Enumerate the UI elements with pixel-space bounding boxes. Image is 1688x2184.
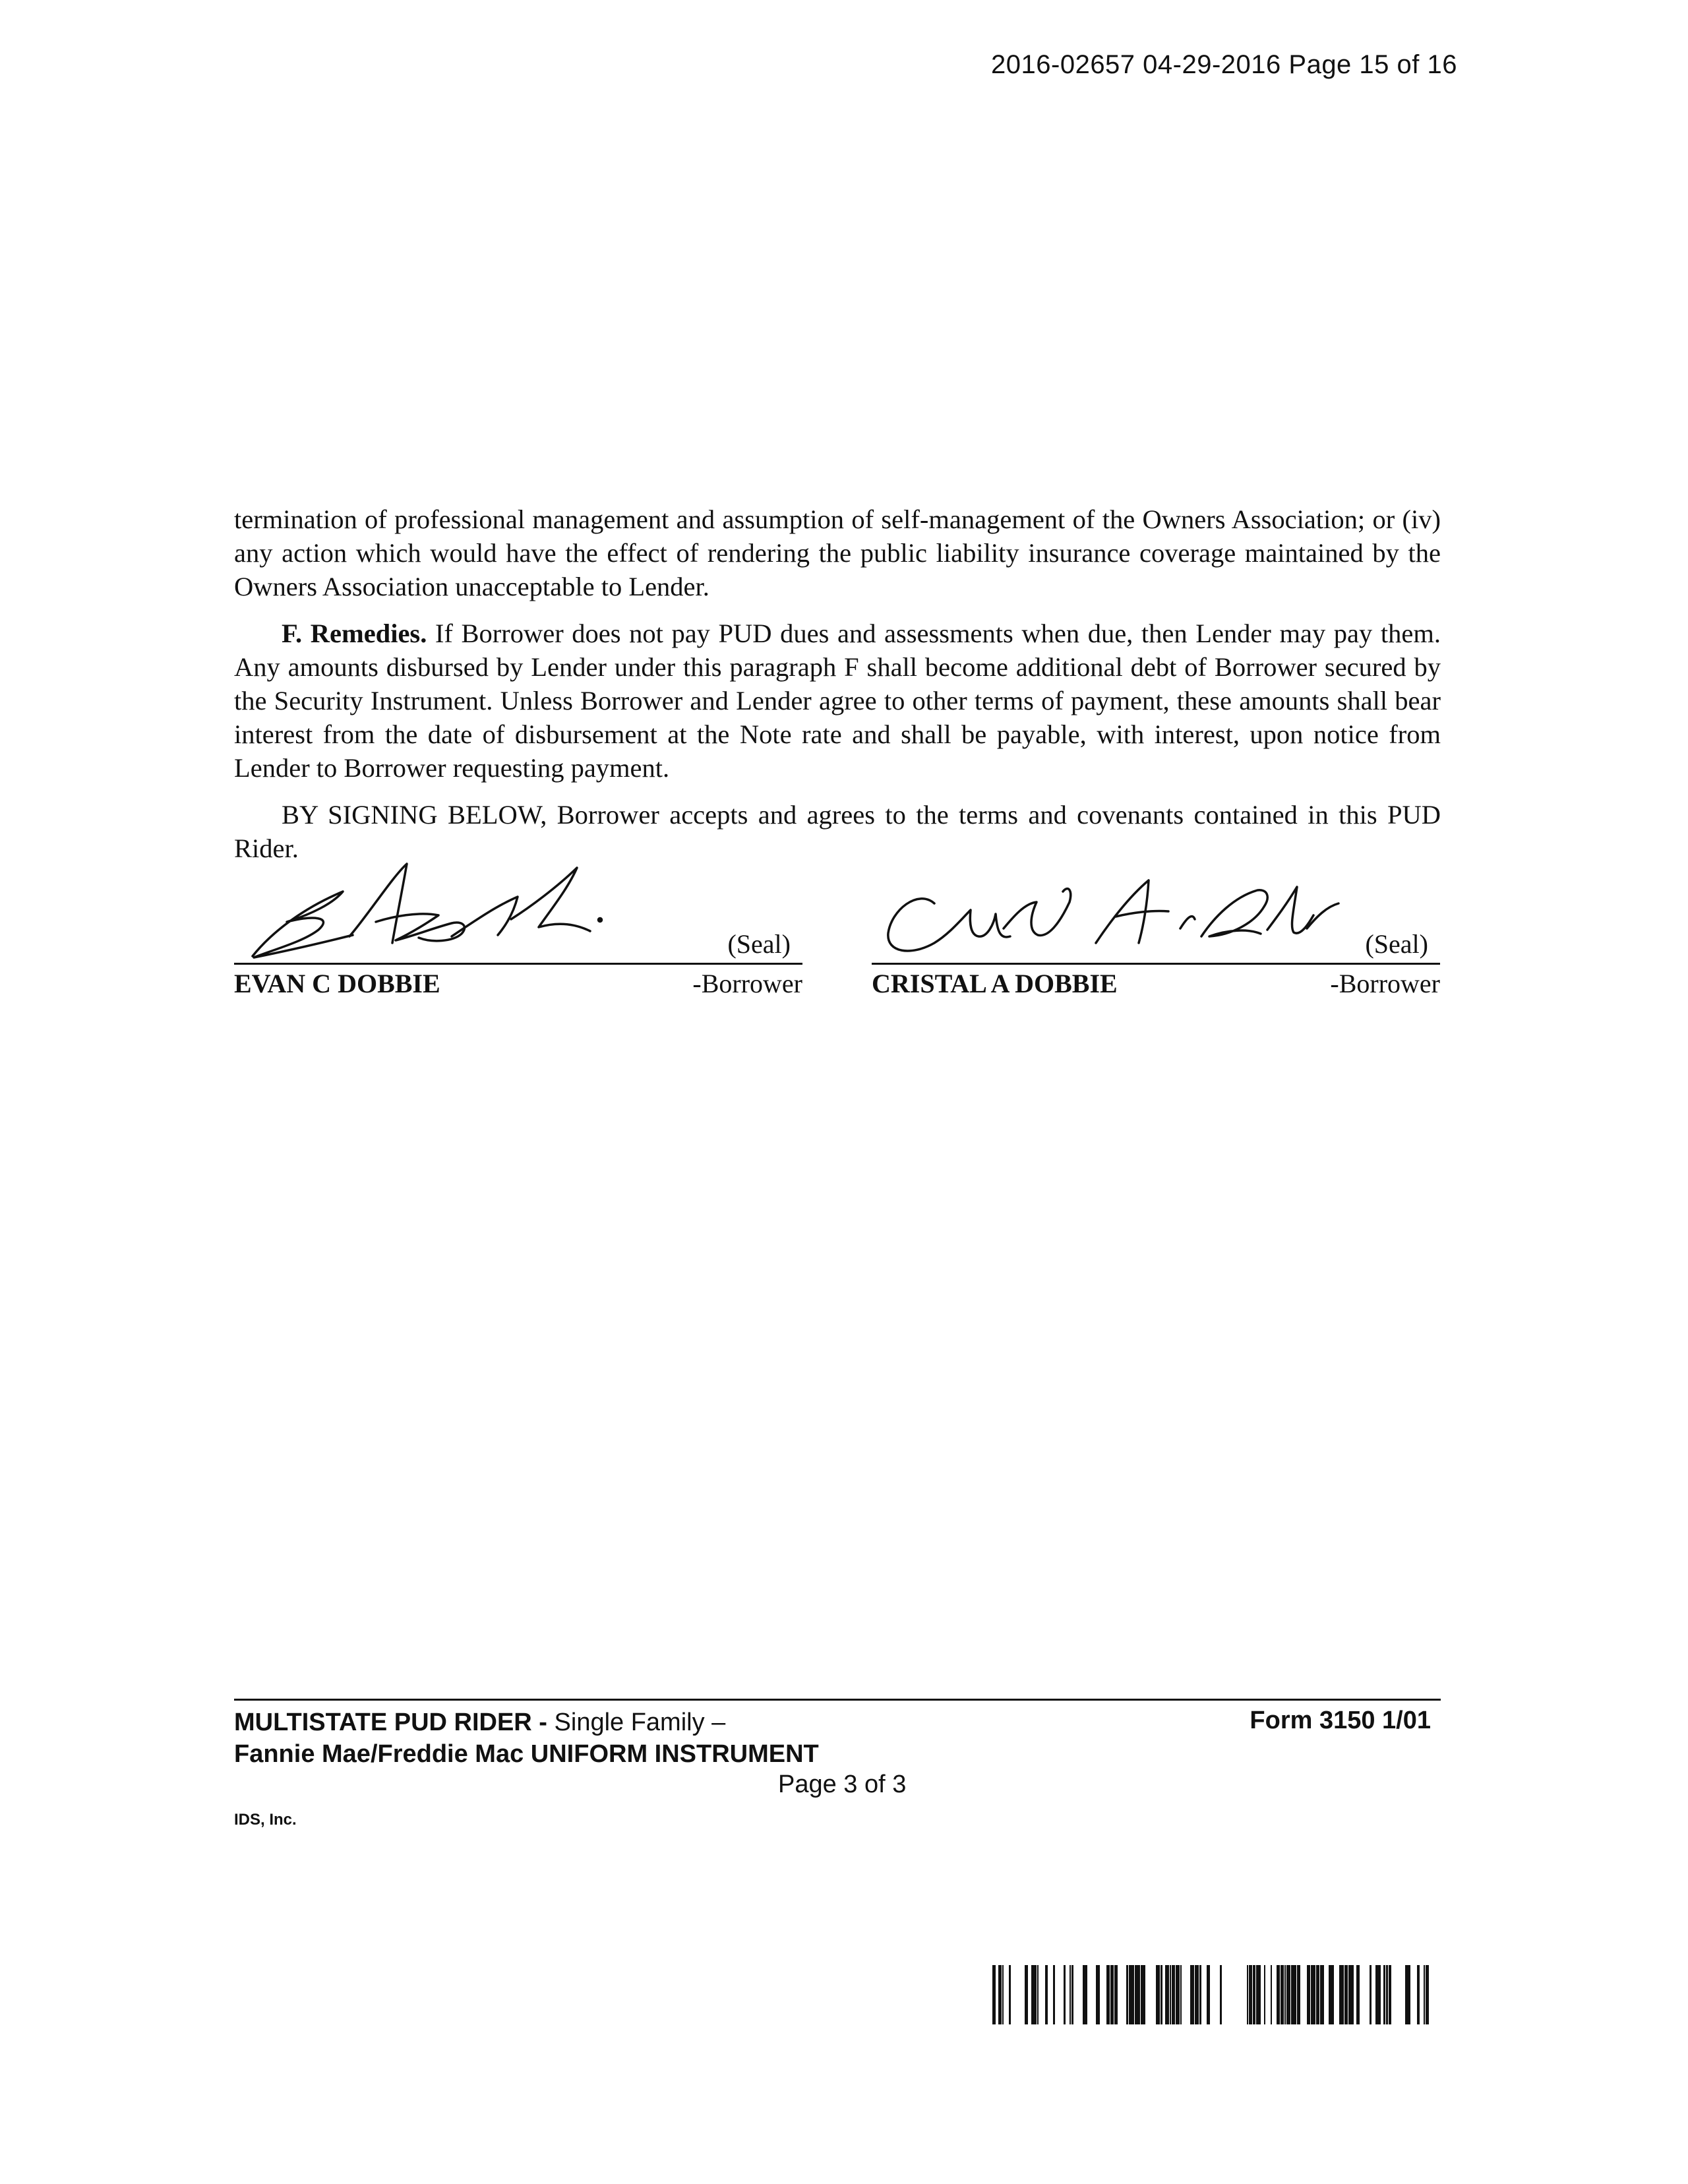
barcode-bar (1070, 1965, 1071, 2024)
barcode-bar (1329, 1965, 1334, 2024)
signer-role: -Borrower (1330, 969, 1440, 998)
barcode-bar (1141, 1965, 1145, 2024)
barcode-bar (1195, 1965, 1199, 2024)
remedies-text: If Borrower does not pay PUD dues and assessments when due, then Lender may pay them. Any amounts disbursed by Lender under this paragraph F shall become additional debt of Borrower secured by the Security Instrument. Unless Borrower and Lender agree to other terms of payment, these amounts shall bear interest from the date of disbursement at the Note rate and shall be payable, with interest, upon notice from Lender to Borrower requesting payment. (234, 619, 1441, 783)
paragraph-remedies (234, 617, 1441, 785)
barcode-bar (1037, 1965, 1039, 2024)
barcode-bar (1247, 1965, 1248, 2024)
barcode-bar (1096, 1965, 1100, 2024)
barcode-bar (1071, 1965, 1073, 2024)
barcode-bar (1199, 1965, 1201, 2024)
barcode-bar (1383, 1965, 1385, 2024)
signer-role: -Borrower (692, 969, 802, 998)
signature-line (234, 963, 802, 965)
seal-label: (Seal) (1365, 929, 1428, 959)
paragraph-signing: BY SIGNING BELOW, Borrower accepts and agrees to the terms and covenants contained in this PUD Rider. (234, 800, 1441, 863)
barcode-bar (1160, 1965, 1162, 2024)
form-subtitle: Fannie Mae/Freddie Mac UNIFORM INSTRUMENT (234, 1740, 819, 1768)
seal-label: (Seal) (727, 929, 791, 959)
barcode-bar (1348, 1965, 1354, 2024)
barcode-bar (1207, 1965, 1210, 2024)
barcode-bar (1025, 1965, 1028, 2024)
barcode-bar (1311, 1965, 1315, 2024)
form-number: Form 3150 1/01 (1250, 1707, 1431, 1734)
barcode-bar (1286, 1965, 1290, 2024)
barcode-bar (1126, 1965, 1128, 2024)
recording-stamp: 2016-02657 04-29-2016 Page 15 of 16 (991, 50, 1457, 79)
barcode-bar (1253, 1965, 1255, 2024)
signer-name: EVAN C DOBBIE (234, 969, 440, 998)
barcode-bar (992, 1965, 996, 2024)
barcode-bar (1320, 1965, 1324, 2024)
barcode-bar (1405, 1965, 1410, 2024)
barcode-bar (1417, 1965, 1420, 2024)
document-body (234, 502, 1441, 865)
barcode-bar (1110, 1965, 1114, 2024)
signature-block-evan (234, 851, 802, 1009)
barcode-bar (1249, 1965, 1252, 2024)
barcode-bar (1297, 1965, 1300, 2024)
barcode-bar (1370, 1965, 1372, 2024)
barcode-bar (1277, 1965, 1280, 2024)
footer-divider (234, 1699, 1441, 1701)
barcode-bar (1180, 1965, 1182, 2024)
vendor-label: IDS, Inc. (234, 1811, 297, 1829)
form-title (234, 1707, 819, 1770)
barcode-bar (1256, 1965, 1261, 2024)
signer-name: CRISTAL A DOBBIE (872, 969, 1118, 998)
barcode-bar (1114, 1965, 1118, 2024)
barcode-bar (1002, 1965, 1004, 2024)
barcode-bar (1386, 1965, 1388, 2024)
page-number: Page 3 of 3 (778, 1771, 907, 1798)
barcode-bar (1284, 1965, 1286, 2024)
barcode-bar (1307, 1965, 1310, 2024)
barcode-bar (1106, 1965, 1110, 2024)
barcode-bar (1389, 1965, 1391, 2024)
barcode-bar (1176, 1965, 1180, 2024)
barcode-bar (1271, 1965, 1272, 2024)
signature-block-cristal (872, 851, 1440, 1009)
barcode-bar (1031, 1965, 1037, 2024)
signature-line (872, 963, 1440, 965)
barcode-bar (998, 1965, 1002, 2024)
barcode-bar (1344, 1965, 1348, 2024)
barcode-bar (1375, 1965, 1381, 2024)
handwritten-signature-evan (234, 851, 630, 966)
barcode-bar (1170, 1965, 1171, 2024)
barcode-image (992, 1965, 1434, 2024)
barcode-bar (1339, 1965, 1344, 2024)
barcode-bar (1165, 1965, 1169, 2024)
barcode-bar (1426, 1965, 1429, 2024)
form-title-bold: MULTISTATE PUD RIDER - (234, 1709, 547, 1736)
handwritten-signature-cristal (872, 851, 1346, 966)
barcode-bar (1064, 1965, 1066, 2024)
barcode-bar (1356, 1965, 1360, 2024)
barcode-bar (1291, 1965, 1296, 2024)
barcode-bar (1129, 1965, 1134, 2024)
remedies-heading: F. Remedies. (282, 619, 427, 648)
barcode-bar (1281, 1965, 1284, 2024)
paragraph-continuation: termination of professional management and assumption of self-management of the Owners Association; or (iv) any action which would have the effect of rendering the public liability insurance coverage maintained by the Owners Association unacceptable to Lender. (234, 504, 1441, 601)
barcode-bar (1220, 1965, 1222, 2024)
barcode-bar (1135, 1965, 1140, 2024)
barcode-bar (1045, 1965, 1048, 2024)
barcode-bar (1009, 1965, 1011, 2024)
barcode-bar (1190, 1965, 1194, 2024)
form-title-rest: Single Family – (547, 1709, 726, 1736)
barcode-bar (1264, 1965, 1265, 2024)
barcode-bar (1083, 1965, 1087, 2024)
barcode-bar (1053, 1965, 1055, 2024)
barcode-bar (1156, 1965, 1160, 2024)
barcode-bar (1172, 1965, 1175, 2024)
barcode-bar (1316, 1965, 1319, 2024)
barcode-bar (1424, 1965, 1425, 2024)
